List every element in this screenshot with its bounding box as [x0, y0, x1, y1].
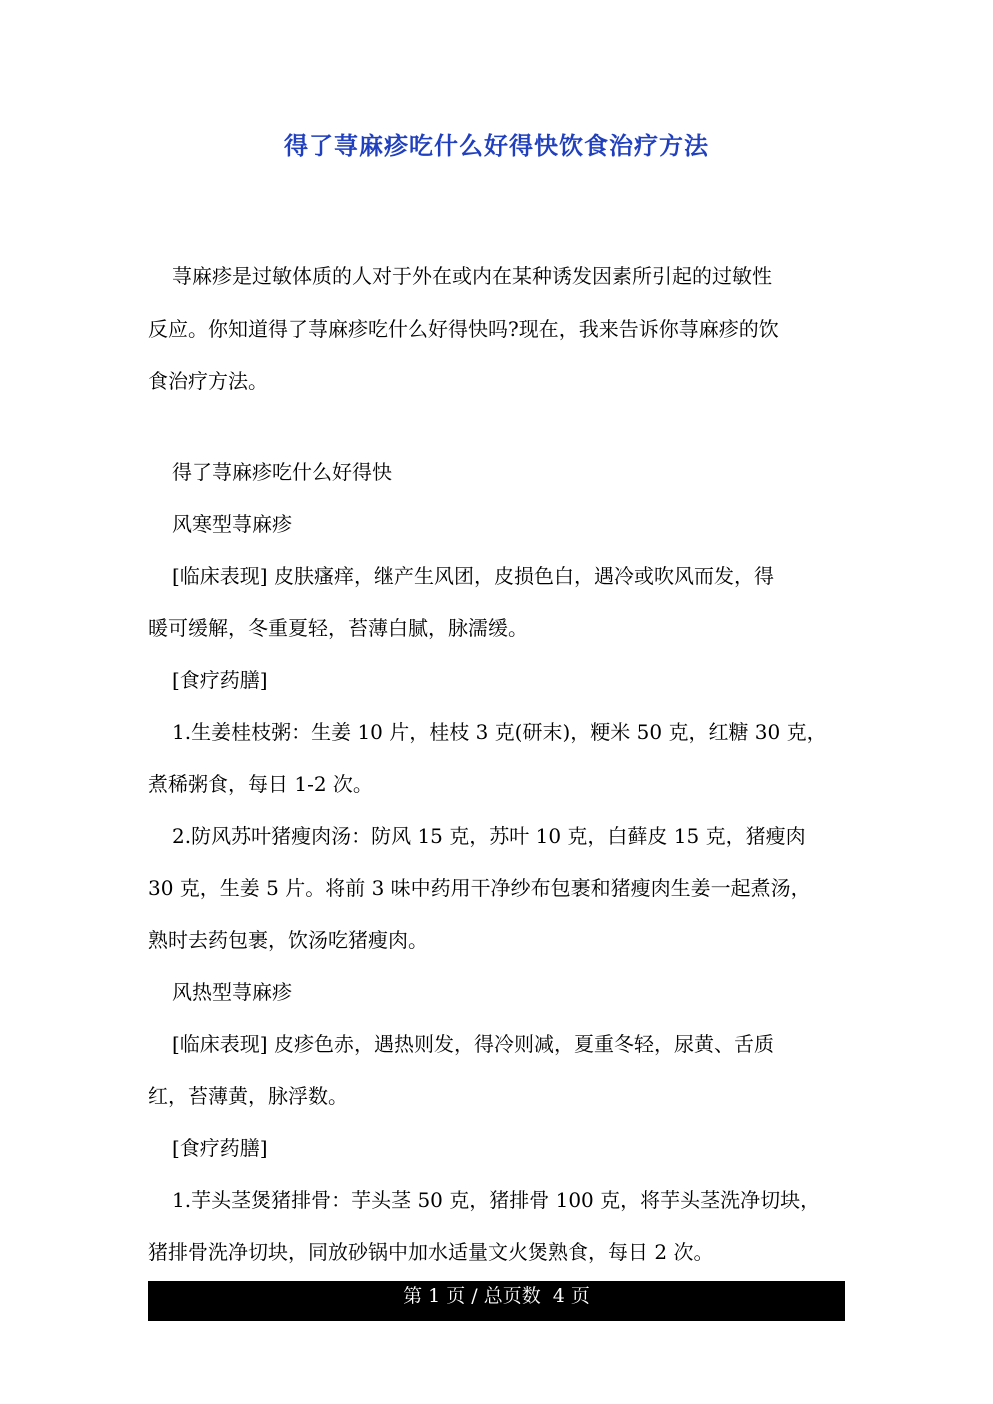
paragraph-intro-line-3: 食治疗方法。 — [148, 369, 268, 393]
recipe-2-line-1: 2.防风苏叶猪瘦肉汤：防风 15 克，苏叶 10 克，白藓皮 15 克，猪瘦肉 — [172, 824, 806, 848]
diet-therapy-label: [食疗药膳] — [172, 668, 268, 692]
clinical-heat-line-1: [临床表现] 皮疹色赤，遇热则发，得冷则减，夏重冬轻，尿黄、舌质 — [172, 1032, 774, 1056]
recipe-1-line-2: 煮稀粥食，每日 1-2 次。 — [148, 772, 373, 796]
recipe-3-line-1: 1.芋头茎煲猪排骨：芋头茎 50 克，猪排骨 100 克，将芋头茎洗净切块， — [172, 1188, 821, 1212]
subsection-wind-heat: 风热型荨麻疹 — [172, 980, 292, 1004]
paragraph-intro-line-2: 反应。你知道得了荨麻疹吃什么好得快吗?现在，我来告诉你荨麻疹的饮 — [148, 317, 779, 341]
recipe-2-line-2: 30 克，生姜 5 片。将前 3 味中药用干净纱布包裹和猪瘦肉生姜一起煮汤， — [148, 876, 811, 900]
recipe-2-line-3: 熟时去药包裹，饮汤吃猪瘦肉。 — [148, 928, 428, 952]
clinical-line-1: [临床表现] 皮肤瘙痒，继产生风团，皮损色白，遇冷或吹风而发，得 — [172, 564, 774, 588]
subsection-wind-cold: 风寒型荨麻疹 — [172, 512, 292, 536]
recipe-1-line-1: 1.生姜桂枝粥：生姜 10 片，桂枝 3 克(研末)，粳米 50 克，红糖 30 克， — [172, 720, 827, 744]
section-heading: 得了荨麻疹吃什么好得快 — [172, 460, 392, 484]
document-title: 得了荨麻疹吃什么好得快饮食治疗方法 — [284, 131, 709, 160]
recipe-3-line-2: 猪排骨洗净切块，同放砂锅中加水适量文火煲熟食，每日 2 次。 — [148, 1240, 714, 1264]
diet-therapy-label-2: [食疗药膳] — [172, 1136, 268, 1160]
clinical-line-2: 暖可缓解，冬重夏轻，苔薄白腻，脉濡缓。 — [148, 616, 528, 640]
paragraph-intro-line-1: 荨麻疹是过敏体质的人对于外在或内在某种诱发因素所引起的过敏性 — [172, 264, 772, 288]
page-footer: 第 1 页 / 总页数 4 页 — [148, 1281, 845, 1321]
clinical-heat-line-2: 红，苔薄黄，脉浮数。 — [148, 1084, 348, 1108]
